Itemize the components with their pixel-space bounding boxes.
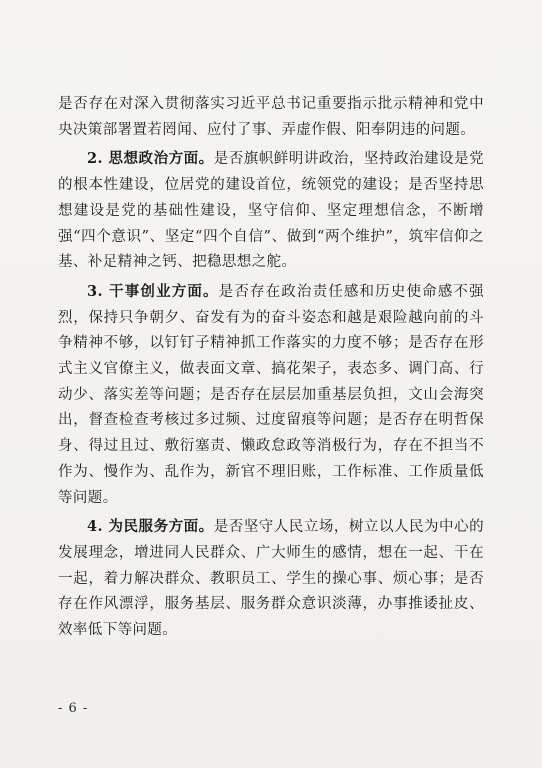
- paragraph-text: 是否存在政治责任感和历史使命感不强烈，保持只争朝夕、奋发有为的奋斗姿态和越是艰险越向前的斗争精神不够，以钉钉子精神抓工作落实的力度不够；是否存在形式主义官僚主义，做表面文章、搞花架子，表态多、调门高、行动少、落实差等问题；是否存在层层加重基层负担，文山会海突出，督查检查考核过多过频、过度留痕等问题；是否存在明哲保身、得过且过、敷衍塞责、懒政怠政等消极行为，存在不担当不作为、慢作为、乱作为，新官不理旧账，工作标准、工作质量低等问题。: [58, 283, 484, 506]
- paragraph-text: 是否旗帜鲜明讲政治，坚持政治建设是党的根本性建设，位居党的建设首位，统领党的建设；是否坚持思想建设是党的基础性建设，坚守信仰、坚定理想信念，不断增强“四个意识”、坚定“四个自信”、做到“两个维护”，筑牢信仰之基、补足精神之钙、把稳思想之舵。: [58, 151, 485, 271]
- paragraph-text: 是否坚守人民立场，树立以人民为中心的发展理念，增进同人民群众、广大师生的感情，想在一起、干在一起，着力解决群众、教职员工、学生的操心事、烦心事；是否存在作风漂浮，服务基层、服务群众意识淡薄，办事推诿扯皮、效率低下等问题。: [58, 519, 485, 639]
- paragraph-text: 是否存在对深入贯彻落实习近平总书记重要指示批示精神和党中央决策部署置若罔闻、应付了事、弄虚作假、阳奉阴违的问题。: [58, 96, 484, 138]
- section-heading: 2. 思想政治方面。: [87, 150, 214, 168]
- section-heading: 4. 为民服务方面。: [87, 518, 214, 536]
- section-heading: 3. 干事创业方面。: [87, 282, 219, 300]
- paragraph-career-work: [58, 279, 484, 511]
- document-body: [58, 92, 484, 644]
- paragraph-continuation: [58, 92, 484, 143]
- paragraph-political-ideology: [58, 146, 484, 276]
- page-number: - 6 -: [58, 701, 89, 716]
- paragraph-serving-people: [58, 514, 484, 644]
